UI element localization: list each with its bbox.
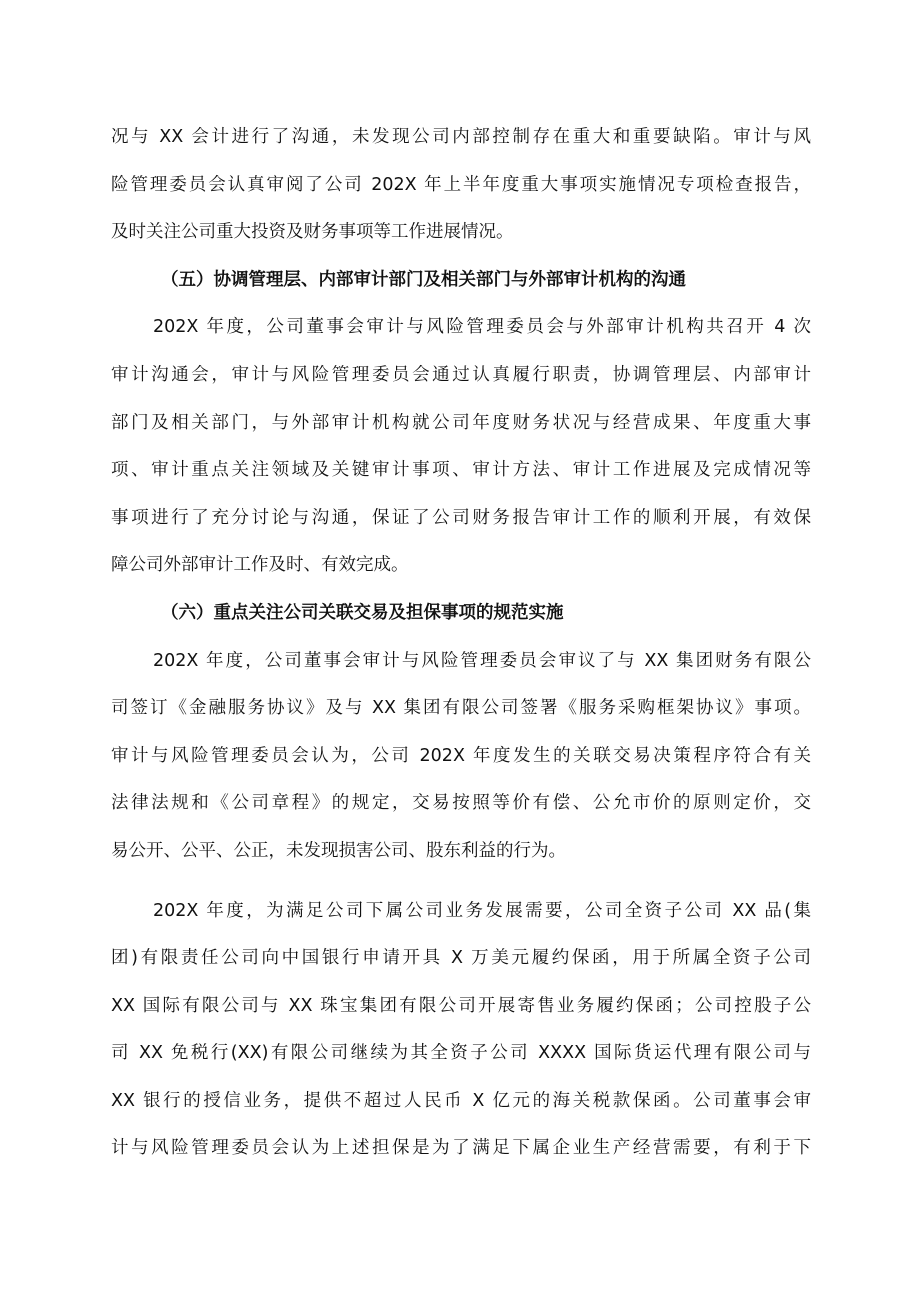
text-line: XX 国际有限公司与 XX 珠宝集团有限公司开展寄售业务履约保函；公司控股子公	[111, 995, 811, 1016]
text-line: 审计与风险管理委员会认为，公司 202X 年度发生的关联交易决策程序符合有关	[111, 745, 811, 766]
text-line: 司签订《金融服务协议》及与 XX 集团有限公司签署《服务采购框架协议》事项。	[111, 698, 811, 719]
text-line: 202X 年度，为满足公司下属公司业务发展需要，公司全资子公司 XX 品(集	[153, 900, 811, 921]
section-heading-5: （五）协调管理层、内部审计部门及相关部门与外部审计机构的沟通	[161, 269, 686, 290]
text-line: 易公开、公平、公正，未发现损害公司、股东利益的行为。	[111, 840, 566, 861]
text-line: 及时关注公司重大投资及财务事项等工作进展情况。	[111, 222, 514, 243]
document-body	[111, 114, 811, 1173]
text-line: 况与 XX 会计进行了沟通，未发现公司内部控制存在重大和重要缺陷。审计与风	[111, 127, 811, 147]
paragraph-audit-communication	[111, 304, 811, 590]
text-line: 险管理委员会认真审阅了公司 202X 年上半年度重大事项实施情况专项检查报告，	[111, 174, 811, 195]
text-line: 审计沟通会，审计与风险管理委员会通过认真履行职责，协调管理层、内部审计	[111, 364, 811, 385]
paragraph-guarantees	[111, 888, 811, 1174]
paragraph-internal-control	[111, 114, 811, 257]
paragraph-related-transactions	[111, 638, 811, 876]
text-line: 障公司外部审计工作及时、有效完成。	[111, 555, 409, 576]
text-line: XX 银行的授信业务，提供不超过人民币 X 亿元的海关税款保函。公司董事会审	[111, 1090, 811, 1111]
section-heading-6: （六）重点关注公司关联交易及担保事项的规范实施	[161, 602, 564, 623]
text-line: 部门及相关部门，与外部审计机构就公司年度财务状况与经营成果、年度重大事	[111, 412, 811, 433]
paragraph-gap	[111, 876, 811, 888]
text-line: 司 XX 免税行(XX)有限公司继续为其全资子公司 XXXX 国际货运代理有限公司与	[111, 1043, 811, 1064]
text-line: 团)有限责任公司向中国银行申请开具 X 万美元履约保函，用于所属全资子公司	[111, 948, 811, 969]
text-line: 计与风险管理委员会认为上述担保是为了满足下属企业生产经营需要，有利于下	[111, 1138, 811, 1159]
text-line: 202X 年度，公司董事会审计与风险管理委员会与外部审计机构共召开 4 次	[153, 317, 811, 338]
text-line: 项、审计重点关注领域及关键审计事项、审计方法、审计工作进展及完成情况等	[111, 460, 811, 481]
text-line: 事项进行了充分讨论与沟通，保证了公司财务报告审计工作的顺利开展，有效保	[111, 507, 811, 528]
text-line: 法律法规和《公司章程》的规定，交易按照等价有偿、公允市价的原则定价，交	[111, 793, 811, 814]
text-line: 202X 年度，公司董事会审计与风险管理委员会审议了与 XX 集团财务有限公	[153, 650, 811, 671]
